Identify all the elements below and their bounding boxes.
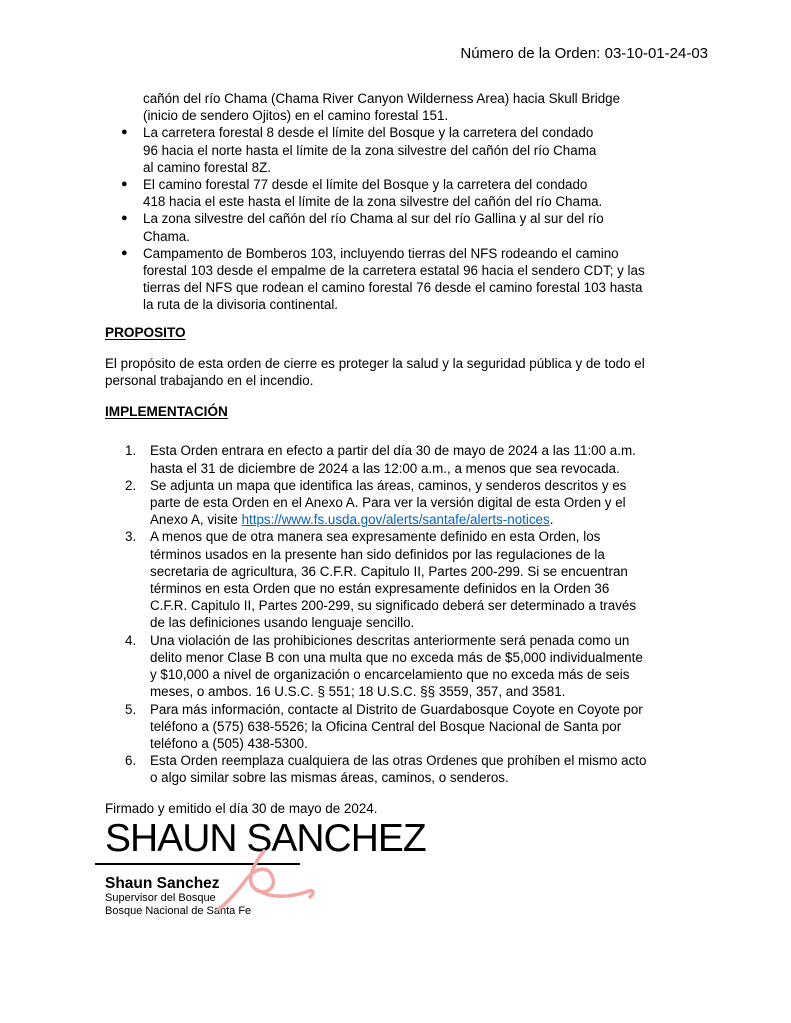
text-line: El camino forestal 77 desde el límite del Bosque y la carretera del condado (143, 177, 588, 193)
text-line: Chama. (143, 228, 190, 244)
list-item (105, 176, 705, 210)
text-line: de las definiciones usando lenguaje sencillo. (150, 615, 415, 631)
text-line: personal trabajando en el incendio. (105, 373, 314, 389)
text-line: (inicio de sendero Ojitos) en el camino forestal 151. (143, 108, 449, 124)
list-item-text (150, 752, 646, 786)
item-number: 5. (125, 701, 137, 717)
proposito-paragraph (105, 355, 705, 389)
section-heading-implementacion: IMPLEMENTACIÓN (105, 404, 228, 420)
item-number: 6. (125, 753, 137, 769)
list-item-text (150, 477, 626, 529)
text-line: Se adjunta un mapa que identifica las áreas, caminos, y senderos descritos y es (150, 477, 627, 493)
list-item (125, 632, 705, 701)
text-line: y $10,000 a nivel de organización o encarcelamiento que no exceda más de seis (150, 667, 630, 683)
list-item (125, 701, 705, 753)
signer-organization: Bosque Nacional de Santa Fe (105, 905, 252, 918)
signer-printed-name: Shaun Sanchez (105, 874, 220, 892)
continuation-paragraph (143, 90, 705, 124)
text-line: teléfono a (575) 638-5526; la Oficina Central del Bosque Nacional de Santa por (150, 718, 622, 734)
text-line: C.F.R. Capitulo II, Partes 200-299, su significado deberá ser determinado a través (150, 598, 637, 614)
text-line: tierras del NFS que rodean el camino forestal 76 desde el camino forestal 103 hasta (143, 280, 643, 296)
list-item-text (150, 701, 643, 753)
signed-date-statement: Firmado y emitido el día 30 de mayo de 2024. (105, 800, 378, 816)
list-item-text (143, 245, 645, 314)
text-line: Una violación de las prohibiciones descritas anteriormente será penada como un (150, 632, 630, 648)
text-line: El propósito de esta orden de cierre es proteger la salud y la seguridad pública y de todo el (105, 355, 645, 371)
list-item (125, 528, 705, 631)
list-item (105, 210, 705, 244)
text-line: términos usados en la presente han sido definidos por las regulaciones de la (150, 546, 605, 562)
text-line: 96 hacia el norte hasta el límite de la zona silvestre del cañón del río Chama (143, 142, 597, 158)
list-item (125, 477, 705, 529)
text-line: teléfono a (505) 438-5300. (150, 735, 308, 751)
text-line: Esta Orden reemplaza cualquiera de las otras Ordenes que prohíben el mismo acto (150, 753, 647, 769)
text-line: hasta el 31 de diciembre de 2024 a las 12:00 a.m., a menos que sea revocada. (150, 460, 620, 476)
alerts-notices-link[interactable]: https://www.fs.usda.gov/alerts/santafe/alerts-notices (241, 512, 550, 528)
text-line: la ruta de la divisoria continental. (143, 297, 339, 313)
implementation-numbered-list (125, 442, 705, 786)
closure-area-bullet-list (105, 124, 705, 313)
order-number: Número de la Orden: 03-10-01-24-03 (460, 45, 708, 62)
list-item-text (150, 528, 636, 631)
text-line: Campamento de Bomberos 103, incluyendo tierras del NFS rodeando el camino (143, 245, 619, 261)
text-line: o algo similar sobre las mismas áreas, caminos, o senderos. (150, 770, 509, 786)
text-line: secretaria de agricultura, 36 C.F.R. Capitulo II, Partes 200-299. Si se encuentran (150, 563, 628, 579)
text-line: La zona silvestre del cañón del río Chama al sur del río Gallina y al sur del río (143, 211, 604, 227)
section-heading-proposito: PROPOSITO (105, 324, 186, 340)
text-line: Esta Orden entrara en efecto a partir del día 30 de mayo de 2024 a las 11:00 a.m. (150, 443, 636, 459)
signer-title: Supervisor del Bosque (105, 891, 216, 904)
bullet-marker: ● (121, 126, 128, 139)
typed-signature-name: SHAUN SANCHEZ (105, 816, 426, 860)
text-line: términos en esta Orden que no están expresamente definidos en la Orden 36 (150, 581, 610, 597)
list-item (125, 752, 705, 786)
list-item-text (143, 210, 604, 244)
text-line: A menos que de otra manera sea expresamente definido en esta Orden, los (150, 529, 601, 545)
list-item (105, 245, 705, 314)
list-item (105, 124, 705, 176)
bullet-marker: ● (121, 212, 128, 225)
text-line: Para más información, contacte al Distrito de Guardabosque Coyote en Coyote por (150, 701, 643, 717)
list-item (125, 442, 705, 476)
document-body (105, 90, 705, 919)
list-item-text (150, 442, 636, 476)
text-line: cañón del río Chama (Chama River Canyon Wilderness Area) hacia Skull Bridge (143, 91, 621, 106)
text-line: meses, o ambos. 16 U.S.C. § 551; 18 U.S.C. §§ 3559, 357, and 3581. (150, 684, 566, 700)
list-item-text (150, 632, 643, 701)
text-line: forestal 103 desde el empalme de la carretera estatal 96 hacia el sendero CDT; y las (143, 263, 645, 279)
bullet-marker: ● (121, 178, 128, 191)
signature-line (95, 863, 300, 865)
text-line (150, 511, 626, 528)
text-line: 418 hacia el este hasta el límite de la zona silvestre del cañón del río Chama. (143, 194, 603, 210)
text-line: al camino forestal 8Z. (143, 159, 272, 175)
link-suffix-text: . (549, 512, 554, 528)
bullet-marker: ● (121, 246, 128, 259)
item-number: 4. (125, 632, 137, 648)
item-number: 3. (125, 529, 137, 545)
list-item-text (143, 176, 602, 210)
item-number: 2. (125, 477, 137, 493)
item-number: 1. (125, 443, 137, 459)
list-item-text (143, 124, 596, 176)
text-line: parte de esta Orden en el Anexo A. Para ver la versión digital de esta Orden y el (150, 495, 626, 511)
text-line: La carretera forestal 8 desde el límite del Bosque y la carretera del condado (143, 125, 594, 141)
link-prefix-text: Anexo A, visite (150, 512, 242, 528)
text-line: delito menor Clase B con una multa que no exceda más de $5,000 individualmente (150, 649, 643, 665)
